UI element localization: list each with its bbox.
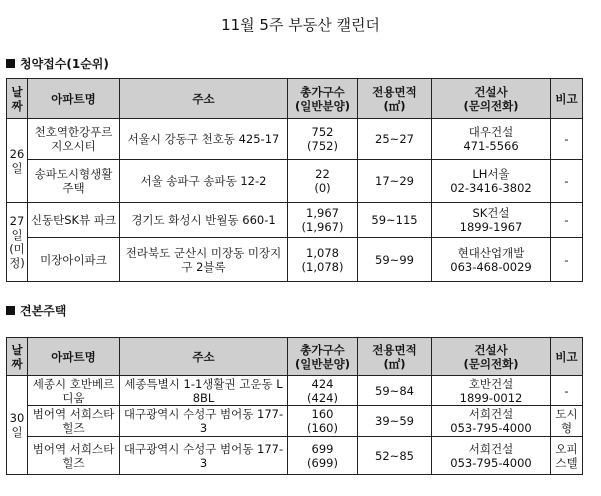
note-cell: 도시 형 <box>551 406 583 437</box>
apartment-cell: 송파도시형생활주택 <box>28 160 120 203</box>
builder-cell: 서희건설 053-795-4000 <box>432 437 551 475</box>
table-row <box>7 119 583 160</box>
section-heading-subscription <box>6 55 109 72</box>
builder-cell: LH서울 02-3416-3802 <box>432 160 551 203</box>
table-row <box>7 238 583 282</box>
address-cell: 대구광역시 수성구 범어동 177-3 <box>120 406 288 437</box>
units-cell: 424 (424) <box>288 376 358 406</box>
units-cell: 1,967 (1,967) <box>288 203 358 238</box>
units-cell: 752 (752) <box>288 119 358 160</box>
date-cell: 26 일 <box>7 119 28 203</box>
model-house-table <box>6 337 583 475</box>
area-cell: 25~27 <box>358 119 432 160</box>
builder-cell: 호반건설 1899-0012 <box>432 376 551 406</box>
col-header-area: 전용면적 (㎡) <box>358 79 432 119</box>
col-header-address: 주소 <box>120 338 288 376</box>
col-header-apartment: 아파트명 <box>28 338 120 376</box>
col-header-address: 주소 <box>120 79 288 119</box>
col-header-date: 날 짜 <box>7 79 28 119</box>
col-header-units: 총가구수 (일반분양) <box>288 338 358 376</box>
table-row <box>7 437 583 475</box>
area-cell: 59~84 <box>358 376 432 406</box>
note-cell: - <box>551 376 583 406</box>
square-bullet-icon <box>6 306 15 315</box>
builder-cell: 현대산업개발 063-468-0029 <box>432 238 551 282</box>
apartment-cell: 세종시 호반베르디움 <box>28 376 120 406</box>
col-header-apartment: 아파트명 <box>28 79 120 119</box>
col-header-note: 비고 <box>551 79 583 119</box>
note-cell: - <box>551 238 583 282</box>
table-row <box>7 203 583 238</box>
table-header-row <box>7 79 583 119</box>
table-row <box>7 160 583 203</box>
table-row <box>7 376 583 406</box>
apartment-cell: 천호역한강푸르지오시티 <box>28 119 120 160</box>
table-row <box>7 406 583 437</box>
units-cell: 22 (0) <box>288 160 358 203</box>
note-cell: - <box>551 119 583 160</box>
address-cell: 전라북도 군산시 미장동 미장지구 2블록 <box>120 238 288 282</box>
builder-cell: SK건설 1899-1967 <box>432 203 551 238</box>
date-cell: 30 일 <box>7 376 28 475</box>
col-header-area: 전용면적 (㎡) <box>358 338 432 376</box>
units-cell: 699 (699) <box>288 437 358 475</box>
apartment-cell: 신동탄SK뷰 파크 <box>28 203 120 238</box>
date-cell: 27 일 (미 정) <box>7 203 28 282</box>
section-title: 견본주택 <box>20 304 67 318</box>
section-title: 청약접수(1순위) <box>20 57 109 71</box>
subscription-table <box>6 78 583 282</box>
area-cell: 59~115 <box>358 203 432 238</box>
note-cell: 오피 스텔 <box>551 437 583 475</box>
section-heading-model-house <box>6 302 66 319</box>
address-cell: 대구광역시 수성구 범어동 177-3 <box>120 437 288 475</box>
builder-cell: 대우건설 471-5566 <box>432 119 551 160</box>
table-header-row <box>7 338 583 376</box>
col-header-builder: 건설사 (문의전화) <box>432 79 551 119</box>
page-title: 11월 5주 부동산 캘린더 <box>221 16 380 34</box>
col-header-note: 비고 <box>551 338 583 376</box>
col-header-builder: 건설사 (문의전화) <box>432 338 551 376</box>
builder-cell: 서희건설 053-795-4000 <box>432 406 551 437</box>
address-cell: 세종특별시 1-1생활권 고운동 L8BL <box>120 376 288 406</box>
units-cell: 160 (160) <box>288 406 358 437</box>
area-cell: 59~99 <box>358 238 432 282</box>
apartment-cell: 미장아이파크 <box>28 238 120 282</box>
units-cell: 1,078 (1,078) <box>288 238 358 282</box>
address-cell: 경기도 화성시 반월동 660-1 <box>120 203 288 238</box>
note-cell: - <box>551 203 583 238</box>
area-cell: 17~29 <box>358 160 432 203</box>
square-bullet-icon <box>6 59 15 68</box>
col-header-units: 총가구수 (일반분양) <box>288 79 358 119</box>
address-cell: 서울시 강동구 천호동 425-17 <box>120 119 288 160</box>
area-cell: 52~85 <box>358 437 432 475</box>
note-cell: - <box>551 160 583 203</box>
area-cell: 39~59 <box>358 406 432 437</box>
col-header-date: 날 짜 <box>7 338 28 376</box>
address-cell: 서울 송파구 송파동 12-2 <box>120 160 288 203</box>
apartment-cell: 범어역 서희스타힐즈 <box>28 437 120 475</box>
apartment-cell: 범어역 서희스타힐즈 <box>28 406 120 437</box>
